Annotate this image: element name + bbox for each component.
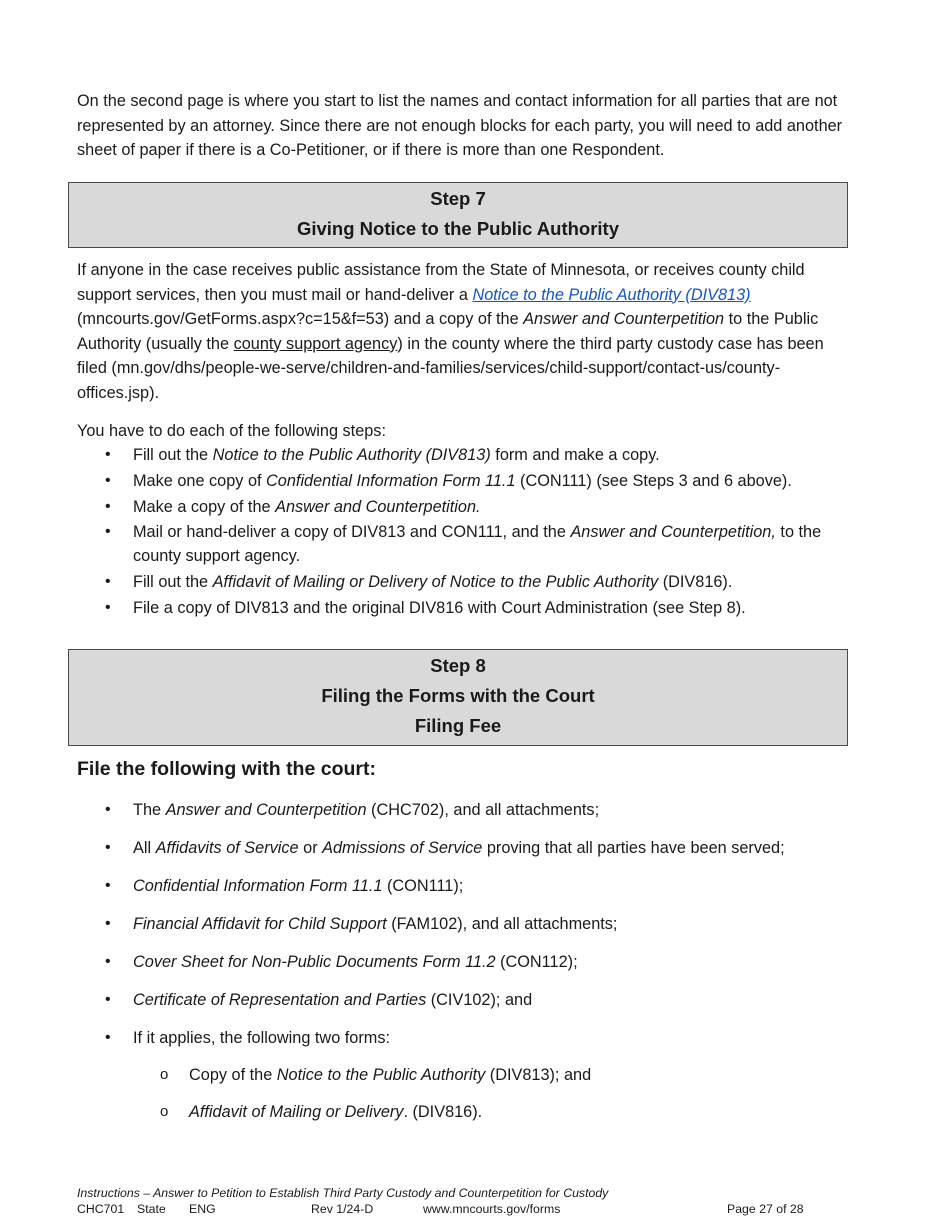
text-run: If anyone in the case receives public assistance from the State of Minnesota, or receives county child support services, then you must mail or hand-deliver a <box>77 261 805 304</box>
text-run: All <box>133 839 156 857</box>
text-run: Notice to the Public Authority (DIV813) <box>212 446 491 464</box>
sub-list-item <box>160 1100 840 1124</box>
text-run: Confidential Information Form 11.1 <box>266 472 516 490</box>
step7-title: Step 7 <box>430 188 486 209</box>
step7-header-box <box>68 182 848 248</box>
list-item <box>105 469 850 493</box>
list-item <box>105 874 850 898</box>
bullet: • <box>105 915 111 932</box>
sub-bullet: o <box>160 1103 169 1120</box>
bullet: • <box>105 953 111 970</box>
text-run: Financial Affidavit for Child Support <box>133 915 387 933</box>
list-item <box>105 950 850 974</box>
text-run: (DIV813); and <box>485 1066 592 1084</box>
text-run: county support agency <box>233 334 398 353</box>
list-item <box>105 495 850 519</box>
text-run: The <box>133 801 166 819</box>
page-footer <box>77 1185 877 1218</box>
bullet: • <box>105 573 111 590</box>
footer-language: ENG <box>189 1202 216 1216</box>
step8-title: Step 8 <box>430 655 486 676</box>
list-item <box>105 520 850 568</box>
steps-intro: You have to do each of the following steps: <box>77 422 386 440</box>
text-run: Copy of the <box>189 1066 277 1084</box>
footer-form-code: CHC701 <box>77 1202 125 1216</box>
step7-paragraph <box>77 258 857 405</box>
text-run: or <box>298 839 323 857</box>
step8-subtitle2: Filing Fee <box>414 715 502 736</box>
div813-link[interactable]: Notice to the Public Authority (DIV813) <box>472 285 751 304</box>
text-run: ) in the county where the third party custody case has been filed (mn.gov/dhs/people-we-serve/children-and-families/services/child-support/contact-us/county-offices.jsp). <box>77 334 824 402</box>
list-item <box>105 836 850 860</box>
text-run: Answer and Counterpetition <box>523 310 725 328</box>
text-run: (mncourts.gov/GetForms.aspx?c=15&f=53) and a copy of the <box>77 310 524 328</box>
list-item <box>105 443 850 467</box>
list-item <box>105 988 850 1012</box>
step8-header-box <box>68 649 848 746</box>
bullet: • <box>105 498 111 515</box>
text-run: to the Public Authority (usually the <box>77 310 819 353</box>
list-item <box>105 570 850 594</box>
text-run: Make one copy of <box>133 472 267 490</box>
text-run: to the county support agency. <box>133 523 822 565</box>
sub-list-item <box>160 1063 840 1087</box>
bullet: • <box>105 991 111 1008</box>
text-run: Answer and Counterpetition. <box>275 498 481 516</box>
step7-subtitle: Giving Notice to the Public Authority <box>296 218 620 239</box>
text-run: Affidavit of Mailing or Delivery <box>189 1103 404 1121</box>
text-run: (CON111); <box>382 877 464 895</box>
text-run: Fill out the <box>133 573 213 591</box>
text-run: Confidential Information Form 11.1 <box>133 877 383 895</box>
text-run: (FAM102), and all attachments; <box>386 915 618 933</box>
text-run: (CON111) (see Steps 3 and 6 above). <box>515 472 792 490</box>
text-run: (CHC702), and all attachments; <box>366 801 600 819</box>
text-run: Mail or hand-deliver a copy of DIV813 and CON111, and the <box>133 523 571 541</box>
footer-state: State <box>137 1202 166 1216</box>
bullet: • <box>105 523 111 540</box>
text-run: If it applies, the following two forms: <box>133 1029 390 1047</box>
bullet: • <box>105 446 111 463</box>
list-item <box>105 798 850 822</box>
text-run: Certificate of Representation and Parties <box>133 991 427 1009</box>
text-run: (DIV816). <box>658 573 733 591</box>
text-run: Admissions of Service <box>322 839 483 857</box>
text-run: Make a copy of the <box>133 498 276 516</box>
footer-title: Instructions – Answer to Petition to Establish Third Party Custody and Counterpetition for Custody <box>77 1186 609 1200</box>
sub-bullet: o <box>160 1066 169 1083</box>
list-item <box>105 596 850 620</box>
text-run: Cover Sheet for Non-Public Documents Form 11.2 <box>133 953 496 971</box>
text-run: File a copy of DIV813 and the original DIV816 with Court Administration (see Step 8). <box>133 599 746 617</box>
bullet: • <box>105 877 111 894</box>
text-run: proving that all parties have been served; <box>482 839 785 857</box>
bullet: • <box>105 1029 111 1046</box>
bullet: • <box>105 472 111 489</box>
text-run: Notice to the Public Authority <box>276 1066 486 1084</box>
file-with-court-heading: File the following with the court: <box>77 758 376 780</box>
text-run: Affidavit of Mailing or Delivery of Notice to the Public Authority <box>212 573 659 591</box>
step8-subtitle: Filing the Forms with the Court <box>321 685 595 706</box>
footer-page-number: Page 27 of 28 <box>727 1202 804 1216</box>
text-run: . (DIV816). <box>403 1103 483 1121</box>
list-item <box>105 1026 850 1050</box>
footer-url[interactable]: www.mncourts.gov/forms <box>423 1202 561 1216</box>
bullet: • <box>105 599 111 616</box>
text-run: Answer and Counterpetition, <box>570 523 776 541</box>
bullet: • <box>105 839 111 856</box>
text-run: Answer and Counterpetition <box>165 801 367 819</box>
footer-revision: Rev 1/24-D <box>311 1202 374 1216</box>
text-run: Fill out the <box>133 446 213 464</box>
text-run: (CIV102); and <box>426 991 533 1009</box>
text-run: (CON112); <box>495 953 578 971</box>
text-run: Affidavits of Service <box>155 839 299 857</box>
text-run: form and make a copy. <box>490 446 660 464</box>
intro-paragraph: On the second page is where you start to list the names and contact information for all parties that are not represented by an attorney. Since there are not enough blocks for each party, you will need to add another sheet of paper if there is a Co-Petitioner, or if there is more than one Respondent. <box>77 92 843 159</box>
bullet: • <box>105 801 111 818</box>
list-item <box>105 912 850 936</box>
